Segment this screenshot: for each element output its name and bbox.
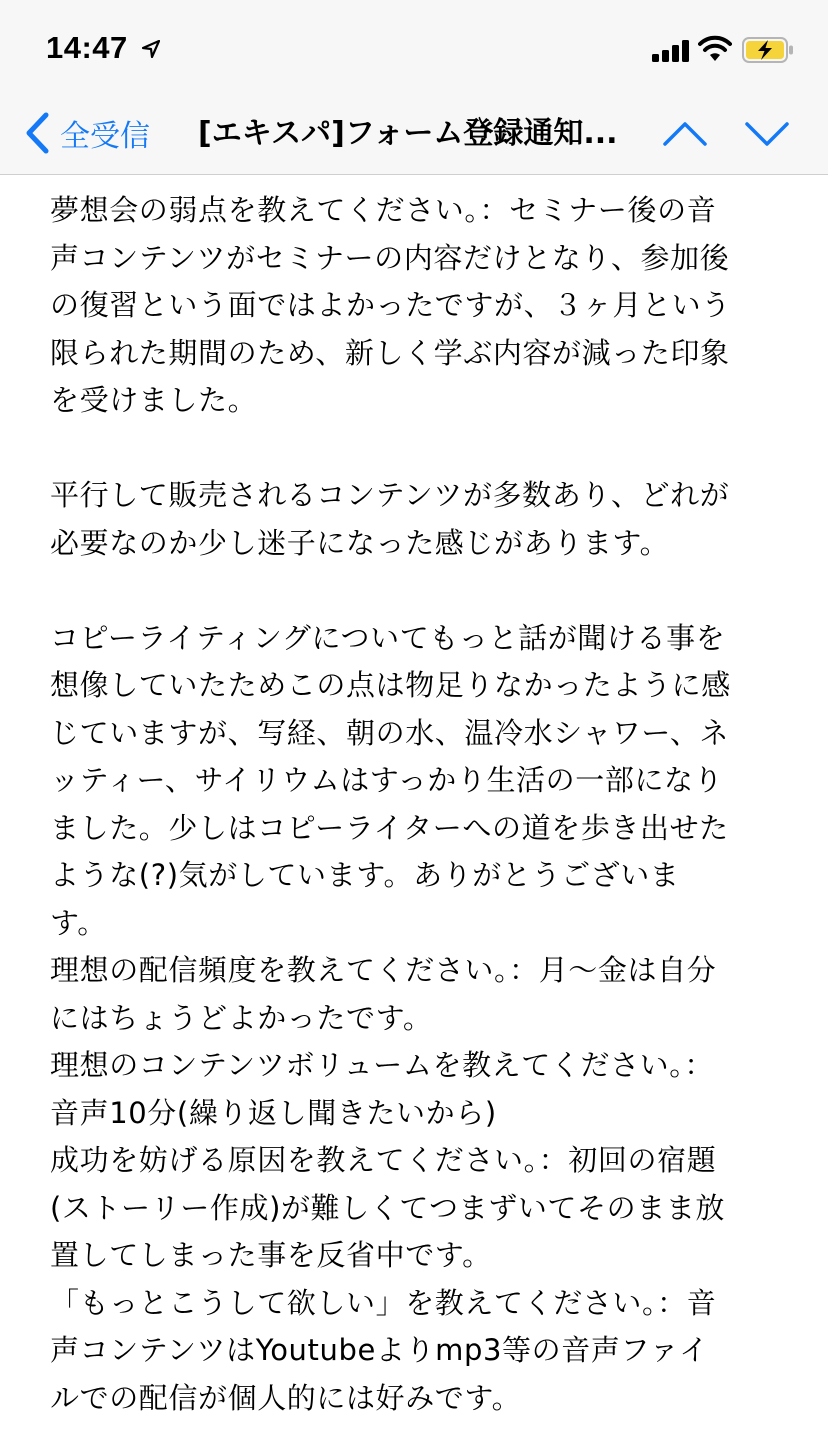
body-line: 置してしまった事を反省中です。 <box>50 1238 492 1272</box>
battery-charging-icon <box>742 37 794 63</box>
body-line: にはちょうどよかったです。 <box>50 1000 433 1035</box>
body-line: (ストーリー作成)が難しくてつまずいてそのまま放 <box>50 1190 726 1225</box>
blank-line <box>50 567 786 615</box>
chevron-left-icon <box>24 111 50 155</box>
body-line: ッティー、サイリウムはすっかり生活の一部になり <box>50 763 724 797</box>
body-line: 「もっとこうして欲しい」を教えてください。：音 <box>50 1285 717 1320</box>
blank-line <box>50 425 786 473</box>
location-arrow-icon <box>142 40 160 58</box>
body-line: 理想のコンテンツボリュームを教えてください。： <box>50 1048 714 1082</box>
body-line: 成功を妨げる原因を教えてください。：初回の宿題 <box>50 1143 717 1177</box>
body-line: 理想の配信頻度を教えてください。：月〜金は自分 <box>50 953 717 987</box>
status-time: 14:47 <box>46 30 128 65</box>
mail-nav-bar <box>0 96 828 175</box>
message-body[interactable] <box>0 175 828 1454</box>
body-line: 想像していたためこの点は物足りなかったように感 <box>50 668 731 702</box>
body-line: 声コンテンツがセミナーの内容だけとなり、参加後 <box>50 240 730 275</box>
body-line: ような(?)気がしています。ありがとうございま <box>50 858 680 892</box>
body-line: す。 <box>50 905 107 940</box>
back-button[interactable] <box>24 108 150 158</box>
wifi-icon <box>698 35 732 63</box>
body-line: コピーライティングについてもっと話が聞ける事を <box>50 620 726 655</box>
body-line: 声コンテンツはYoutubeよりmp3等の音声ファイ <box>50 1333 709 1367</box>
status-bar <box>0 0 828 96</box>
body-line: を受けました。 <box>50 383 258 417</box>
body-line: の復習という面ではよかったですが、３ヶ月という <box>50 288 731 322</box>
message-body-text <box>50 187 786 1422</box>
cellular-signal-icon <box>652 38 692 62</box>
message-subject: [エキスパ]フォーム登録通知... <box>198 116 618 151</box>
body-line: 必要なのか少し迷子になった感じがあります。 <box>50 525 670 560</box>
body-line: 音声10分(繰り返し聞きたいから) <box>50 1095 497 1130</box>
body-line: 限られた期間のため、新しく学ぶ内容が減った印象 <box>50 335 730 370</box>
body-line: 平行して販売されるコンテンツが多数あり、どれが <box>50 478 730 512</box>
body-line: じていますが、写経、朝の水、温冷水シャワー、ネ <box>50 715 730 750</box>
chevron-up-icon[interactable] <box>662 114 708 154</box>
body-line: ルでの配信が個人的には好みです。 <box>50 1380 522 1415</box>
chevron-down-icon[interactable] <box>744 114 790 154</box>
back-label: 全受信 <box>60 119 150 154</box>
body-line: ました。少しはコピーライターへの道を歩き出せた <box>50 810 729 845</box>
body-line: 夢想会の弱点を教えてください。：セミナー後の音 <box>50 193 717 227</box>
